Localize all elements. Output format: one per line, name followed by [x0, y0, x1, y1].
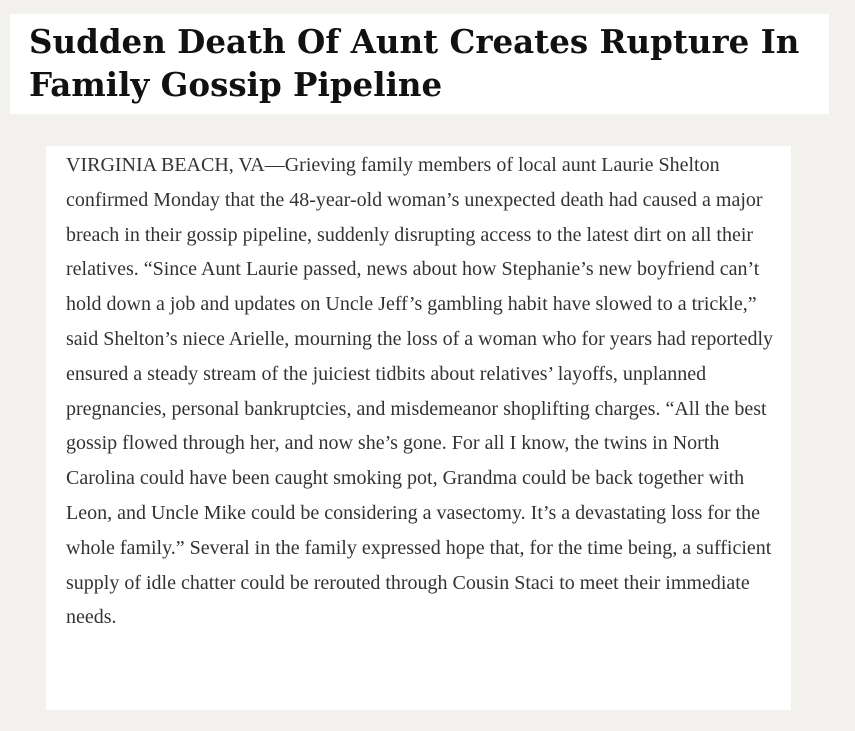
- headline-box: [10, 14, 829, 114]
- article-body-box: [46, 146, 791, 710]
- article-body-text: VIRGINIA BEACH, VA—Grieving family members of local aunt Laurie Shelton confirmed Monday that the 48-year-old woman’s unexpected death had caused a major breach in their gossip pipeline, suddenly disrupting access to the latest dirt on all their relatives. “Since Aunt Laurie passed, news about how Stephanie’s new boyfriend can’t hold down a job and updates on Uncle Jeff’s gambling habit have slowed to a trickle,” said Shelton’s niece Arielle, mourning the loss of a woman who for years had reportedly ensured a steady stream of the juiciest tidbits about relatives’ layoffs, unplanned pregnancies, personal bankruptcies, and misdemeanor shoplifting charges. “All the best gossip flowed through her, and now she’s gone. For all I know, the twins in North Carolina could have been caught smoking pot, Grandma could be back together with Leon, and Uncle Mike could be considering a vasectomy. It’s a devastating loss for the whole family.” Several in the family expressed hope that, for the time being, a sufficient supply of idle chatter could be rerouted through Cousin Staci to meet their immediate needs.: [66, 154, 774, 629]
- article-headline: Sudden Death Of Aunt Creates Rupture In Family Gossip Pipeline: [29, 22, 800, 104]
